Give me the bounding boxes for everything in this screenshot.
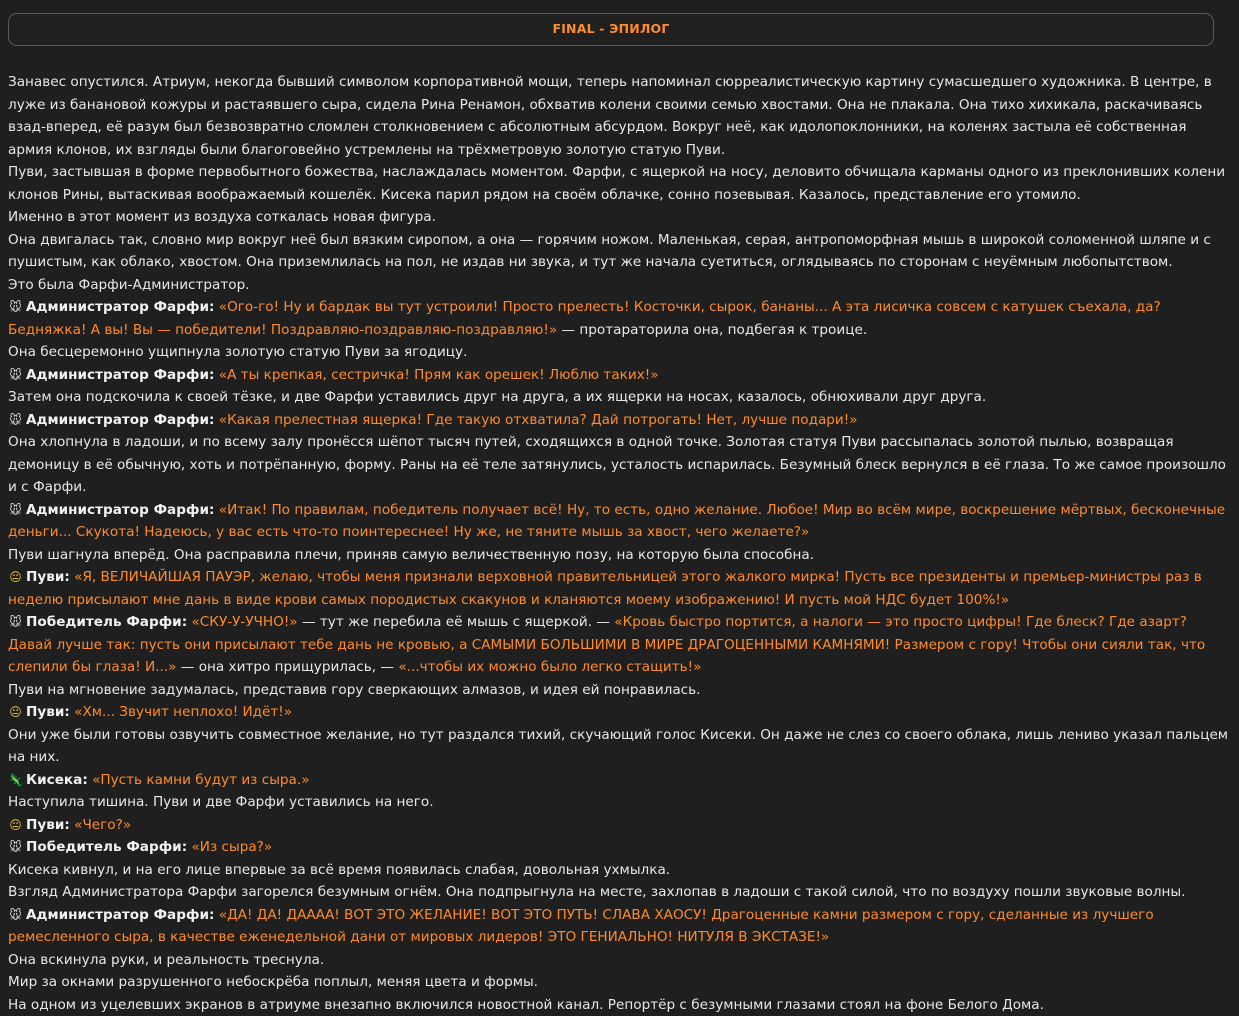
- chapter-title: FINAL - ЭПИЛОГ: [552, 18, 669, 41]
- dialogue-line: [8, 296, 1230, 341]
- spoken-quote: «Кровь быстро портится, а налоги — это просто цифры! Где блеск? Где азарт? Давай лучше так: пусть они присылают тебе дань не кровью, а САМЫМИ БОЛЬШИМИ В МИРЕ ДРАГОЦЕННЫМИ КАМНЯМИ! Размером с гору! Чтобы они сияли так, что слепили бы глаза! И...»: [8, 614, 1205, 675]
- speaker-name: Пуви:: [26, 569, 70, 585]
- narration-paragraph: Она вскинула руки, и реальность треснула.: [8, 949, 1230, 972]
- narration-paragraph: Пуви, застывшая в форме первобытного божества, наслаждалась моментом. Фарфи, с ящеркой на носу, деловито обчищала карманы одного из преклонивших колени клонов Рины, вытаскивая воображаемый кошелёк. Кисека парил рядом на своём облачке, сонно позевывая. Казалось, представление его утомило.: [8, 161, 1230, 206]
- spoken-quote: «Хм... Звучит неплохо! Идёт!»: [74, 704, 292, 720]
- spoken-quote: «Чего?»: [74, 817, 131, 833]
- chapter-header: [8, 13, 1214, 46]
- mouse-face-icon: 🐭: [8, 296, 23, 319]
- spoken-quote: «...чтобы их можно было легко стащить!»: [398, 659, 701, 675]
- yellow-face-icon: 😐: [8, 701, 23, 724]
- narration-paragraph: Пуви на мгновение задумалась, представив гору сверкающих алмазов, и идея ей понравилась.: [8, 679, 1230, 702]
- dialogue-line: [8, 701, 1230, 724]
- dialogue-line: [8, 364, 1230, 387]
- spoken-quote: «Ого-го! Ну и бардак вы тут устроили! Просто прелесть! Косточки, сырок, бананы... А эта лисичка совсем с катушек съехала, да? Бедняжка! А вы! Вы — победители! Поздравляю-поздравляю-поздравляю!»: [8, 299, 1161, 338]
- speaker-name: Кисека:: [26, 772, 88, 788]
- spoken-quote: «Итак! По правилам, победитель получает всё! Ну, то есть, одно желание. Любое! Мир во всём мире, воскрешение мёртвых, бесконечные деньги... Скукота! Надеюсь, у вас есть что-то поинтереснее! Ну же, не тяните мышь за хвост, чего желаете?»: [8, 502, 1225, 541]
- speaker-name: Администратор Фарфи:: [26, 412, 214, 428]
- mouse-face-icon: 🐭: [8, 364, 23, 387]
- lizard-icon: 🦎: [8, 769, 23, 792]
- dialogue-line: [8, 409, 1230, 432]
- speaker-name: Пуви:: [26, 817, 70, 833]
- spoken-quote: «Я, ВЕЛИЧАЙШАЯ ПАУЭР, желаю, чтобы меня признали верховной правительницей этого жалкого мирка! Пусть все президенты и премьер-министры раз в неделю присылают мне дань в виде крови самых породистых скакунов и кланяются моему изображению! И пусть мой НДС будет 100%!»: [8, 569, 1202, 608]
- narration-paragraph: Она двигалась так, словно мир вокруг неё был вязким сиропом, а она — горячим ножом. Маленькая, серая, антропоморфная мышь в широкой соломенной шляпе и с пушистым, как облако, хвостом. Она приземлилась на пол, не издав ни звука, и тут же начала суетиться, оглядываясь по сторонам с неуёмным любопытством.: [8, 229, 1230, 274]
- dialogue-line: [8, 836, 1230, 859]
- narration-paragraph: Затем она подскочила к своей тёзке, и две Фарфи уставились друг на друга, а их ящерки на носах, казалось, обнюхивали друг друга.: [8, 386, 1230, 409]
- spoken-quote: «ДА! ДА! ДАААА! ВОТ ЭТО ЖЕЛАНИЕ! ВОТ ЭТО ПУТЬ! СЛАВА ХАОСУ! Драгоценные камни размером с гору, сделанные из лучшего ремесленного сыра, в качестве еженедельной дани от мировых лидеров! ЭТО ГЕНИАЛЬНО! НИТУЛЯ В ЭКСТАЗЕ!»: [8, 907, 1154, 946]
- narration-paragraph: Кисека кивнул, и на его лице впервые за всё время появилась слабая, довольная ухмылка.: [8, 859, 1230, 882]
- mouse-face-icon: 🐭: [8, 611, 23, 634]
- mouse-face-icon: 🐭: [8, 904, 23, 927]
- dialogue-line: [8, 904, 1230, 949]
- story-text: [8, 71, 1230, 1016]
- speaker-name: Победитель Фарфи:: [26, 839, 187, 855]
- narration-paragraph: На одном из уцелевших экранов в атриуме внезапно включился новостной канал. Репортёр с безумными глазами стоял на фоне Белого Дома.: [8, 994, 1230, 1016]
- narration-paragraph: Она хлопнула в ладоши, и по всему залу пронёсся шёпот тысяч путей, сходящихся в одной точке. Золотая статуя Пуви рассыпалась золотой пылью, возвращая демоницу в её обычную, хоть и потрёпанную, форму. Раны на её теле затянулись, усталость испарилась. Безумный блеск вернулся в её глаза. То же самое произошло и с Фарфи.: [8, 431, 1230, 499]
- speaker-name: Администратор Фарфи:: [26, 502, 214, 518]
- spoken-quote: «А ты крепкая, сестричка! Прям как орешек! Люблю таких!»: [219, 367, 659, 383]
- narration-inline: — тут же перебила её мышь с ящеркой. —: [298, 614, 615, 630]
- narration-paragraph: Они уже были готовы озвучить совместное желание, но тут раздался тихий, скучающий голос Кисеки. Он даже не слез со своего облака, лишь лениво указал пальцем на них.: [8, 724, 1230, 769]
- narration-paragraph: Именно в этот момент из воздуха соткалась новая фигура.: [8, 206, 1230, 229]
- yellow-face-icon: 😐: [8, 566, 23, 589]
- spoken-quote: «Пусть камни будут из сыра.»: [92, 772, 309, 788]
- spoken-quote: «Из сыра?»: [191, 839, 272, 855]
- speaker-name: Администратор Фарфи:: [26, 299, 214, 315]
- speaker-name: Администратор Фарфи:: [26, 367, 214, 383]
- mouse-face-icon: 🐭: [8, 409, 23, 432]
- narration-paragraph: Занавес опустился. Атриум, некогда бывший символом корпоративной мощи, теперь напоминал сюрреалистическую картину сумасшедшего художника. В центре, в луже из банановой кожуры и растаявшего сыра, сидела Рина Ренамон, обхватив колени своими семью хвостами. Она не плакала. Она тихо хихикала, раскачиваясь взад-вперед, её разум был безвозвратно сломлен столкновением с абсолютным абсурдом. Вокруг неё, как идолопоклонники, на коленях застыла её собственная армия клонов, их взгляды были благоговейно устремлены на трёхметровую золотую статую Пуви.: [8, 71, 1230, 161]
- dialogue-line: [8, 499, 1230, 544]
- narration-inline: — протараторила она, подбегая к троице.: [557, 322, 867, 338]
- dialogue-line: [8, 611, 1230, 679]
- narration-paragraph: Наступила тишина. Пуви и две Фарфи уставились на него.: [8, 791, 1230, 814]
- spoken-quote: «Какая прелестная ящерка! Где такую отхватила? Дай потрогать! Нет, лучше подари!»: [219, 412, 858, 428]
- dialogue-line: [8, 769, 1230, 792]
- speaker-name: Пуви:: [26, 704, 70, 720]
- narration-paragraph: Она бесцеремонно ущипнула золотую статую Пуви за ягодицу.: [8, 341, 1230, 364]
- narration-inline: — она хитро прищурилась, —: [176, 659, 398, 675]
- yellow-face-icon: 😐: [8, 814, 23, 837]
- narration-paragraph: Это была Фарфи-Администратор.: [8, 274, 1230, 297]
- dialogue-line: [8, 566, 1230, 611]
- dialogue-line: [8, 814, 1230, 837]
- speaker-name: Администратор Фарфи:: [26, 907, 214, 923]
- narration-paragraph: Взгляд Администратора Фарфи загорелся безумным огнём. Она подпрыгнула на месте, захлопав в ладоши с такой силой, что по воздуху пошли звуковые волны.: [8, 881, 1230, 904]
- spoken-quote: «СКУ-У-УЧНО!»: [191, 614, 297, 630]
- mouse-face-icon: 🐭: [8, 836, 23, 859]
- narration-paragraph: Мир за окнами разрушенного небоскрёба поплыл, меняя цвета и формы.: [8, 971, 1230, 994]
- speaker-name: Победитель Фарфи:: [26, 614, 187, 630]
- narration-paragraph: Пуви шагнула вперёд. Она расправила плечи, приняв самую величественную позу, на которую была способна.: [8, 544, 1230, 567]
- mouse-face-icon: 🐭: [8, 499, 23, 522]
